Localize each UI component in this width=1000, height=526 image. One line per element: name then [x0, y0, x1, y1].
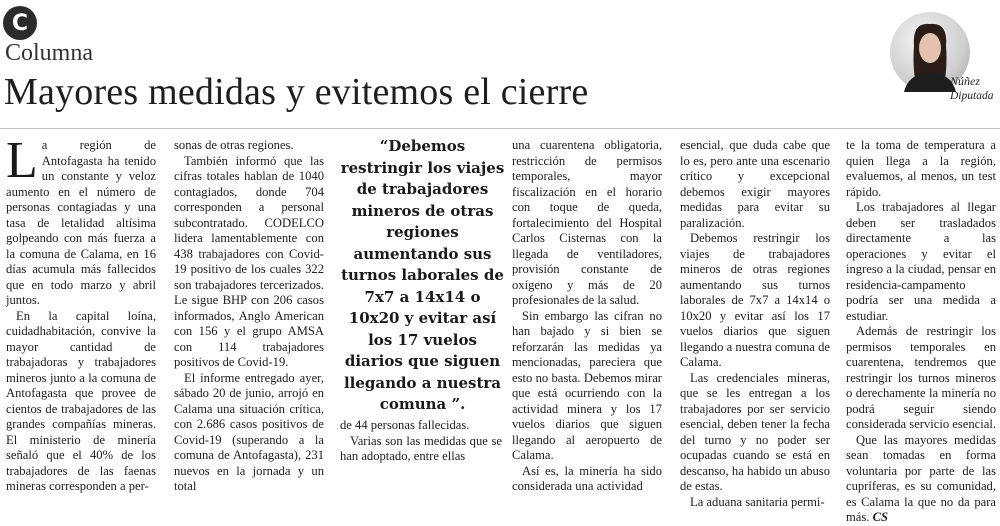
paragraph: Varias son las medidas que se han adoptado, entre ellas	[340, 433, 502, 463]
pull-quote: “Debemos restringir los viajes de trabajadores mineros de otras regiones aumentando sus turnos laborales de 7x7 a 14x14 o 10x20 y evitar así los 17 vuelos diarios que siguen llegando a nuestra comuna ”.	[340, 137, 505, 413]
paragraph: La aduana sanitaria permi-	[690, 494, 825, 509]
article-column-5	[680, 138, 830, 509]
paragraph: una cuarentena obligatoria, restricción de permisos temporales, mayor fiscalización en el horario con toque de queda, fortalecimiento del Hospital Carlos Cisternas con la llegada de ventiladores, provisión constante de oxígeno y más de 20 profesionales de la salud.	[512, 138, 662, 307]
paragraph: La región de Antofagasta ha tenido un constante y veloz aumento en el número de personas contagiadas y una tasa de letalidad altísima golpeando con más fuerza a la comuna de Calama, en 16 días acumula más fallecidos que en todo marzo y abril juntos.	[6, 132, 156, 307]
header-rule	[0, 128, 1000, 129]
drop-cap: L	[6, 132, 38, 189]
article-column-6	[846, 138, 997, 524]
author-role: Diputada	[950, 90, 994, 102]
paragraph: En la capital loína, cuidadhabitación, convive la mayor cantidad de trabajadoras y trabajadores mineros junto a la comuna de Antofagasta que provee de cientos de trabajadores de las grandes compañías mineras. El ministerio de minería señaló que el 40% de los trabajadores de las faenas mineras corresponden a per-	[6, 308, 156, 493]
paragraph: Así es, la minería ha sido considerada una actividad	[512, 463, 662, 493]
paragraph: de 44 personas fallecidas.	[340, 418, 470, 432]
end-mark: CS	[872, 510, 888, 524]
paragraph: Sin embargo las cifran no han bajado y si bien se reforzarán las medidas ya mencionadas, pareciera que esto no basta. Debemos mirar que está ocurriendo con la actividad minera y los 17 vuelos diarios que siguen llegando al aeropuerto de Calama.	[512, 308, 662, 462]
article-column-4	[512, 138, 662, 493]
paragraph: Los trabajadores al llegar deben ser trasladados directamente a las operaciones y evitar el ingreso a la ciudad, pensar en residencia-campamento podría ser una medida a estudiar.	[846, 200, 996, 323]
section-badge: C	[3, 6, 37, 40]
article-column-2	[174, 138, 324, 493]
paragraph: sonas de otras regiones.	[174, 138, 294, 152]
paragraph: También informó que las cifras totales hablan de 1040 contagiados, donde 704 corresponden a personal subcontratado. CODELCO lidera lamentablemente con 438 trabajadores con Covid-19 positivo de los cuales 322 son trabajadores tercerizados. Le sigue BHP con 206 casos informados, Anglo American con 156 y el grupo AMSA con 114 trabajadores positivos de Covid-19.	[174, 153, 324, 369]
paragraph: te la toma de temperatura a quien llega a la región, evaluemos, al menos, un test rápido.	[846, 138, 996, 199]
paragraph: Además de restringir los permisos temporales en cuarentena, tendremos que restringir los turnos mineros o derechamente la minería no podrá seguir siendo considerada servicio esencial.	[846, 324, 997, 431]
paragraph: Las credenciales mineras, que se les entregan a los trabajadores por ser servicio esencial, deben tener la fecha del turno y no poder ser ocupadas cuando se está en descanso, ha habido un abuso de estas.	[680, 370, 830, 493]
article-column-1	[6, 132, 156, 493]
paragraph: El informe entregado ayer, sábado 20 de junio, arrojó en Calama una situación crítica, con 2.686 casos positivos de Covid-19 (superando a la comuna de Antofagasta), 231 nuevos en la jornada y un total	[174, 370, 324, 493]
section-label: Columna	[5, 40, 93, 66]
author-name: Núñez	[950, 74, 980, 88]
paragraph: esencial, que duda cabe que lo es, pero ante una escenario crítico y excepcional debemos exigir mayores medidas para evitar su paralización.	[680, 138, 830, 230]
article-column-3	[340, 418, 502, 465]
paragraph: Debemos restringir los viajes de trabajadores mineros de otras regiones aumentando sus turnos laborales de 7x7 a 14x14 o 10x20 y evitar así los 17 vuelos diarios que siguen llegando a nuestra comuna de Calama.	[680, 231, 830, 369]
headline: Mayores medidas y evitemos el cierre	[4, 71, 589, 113]
paragraph: Que las mayores medidas sean tomadas en forma voluntaria por parte de las cupríferas, es su comunidad, es Calama la que no da para más. CS	[846, 432, 996, 524]
